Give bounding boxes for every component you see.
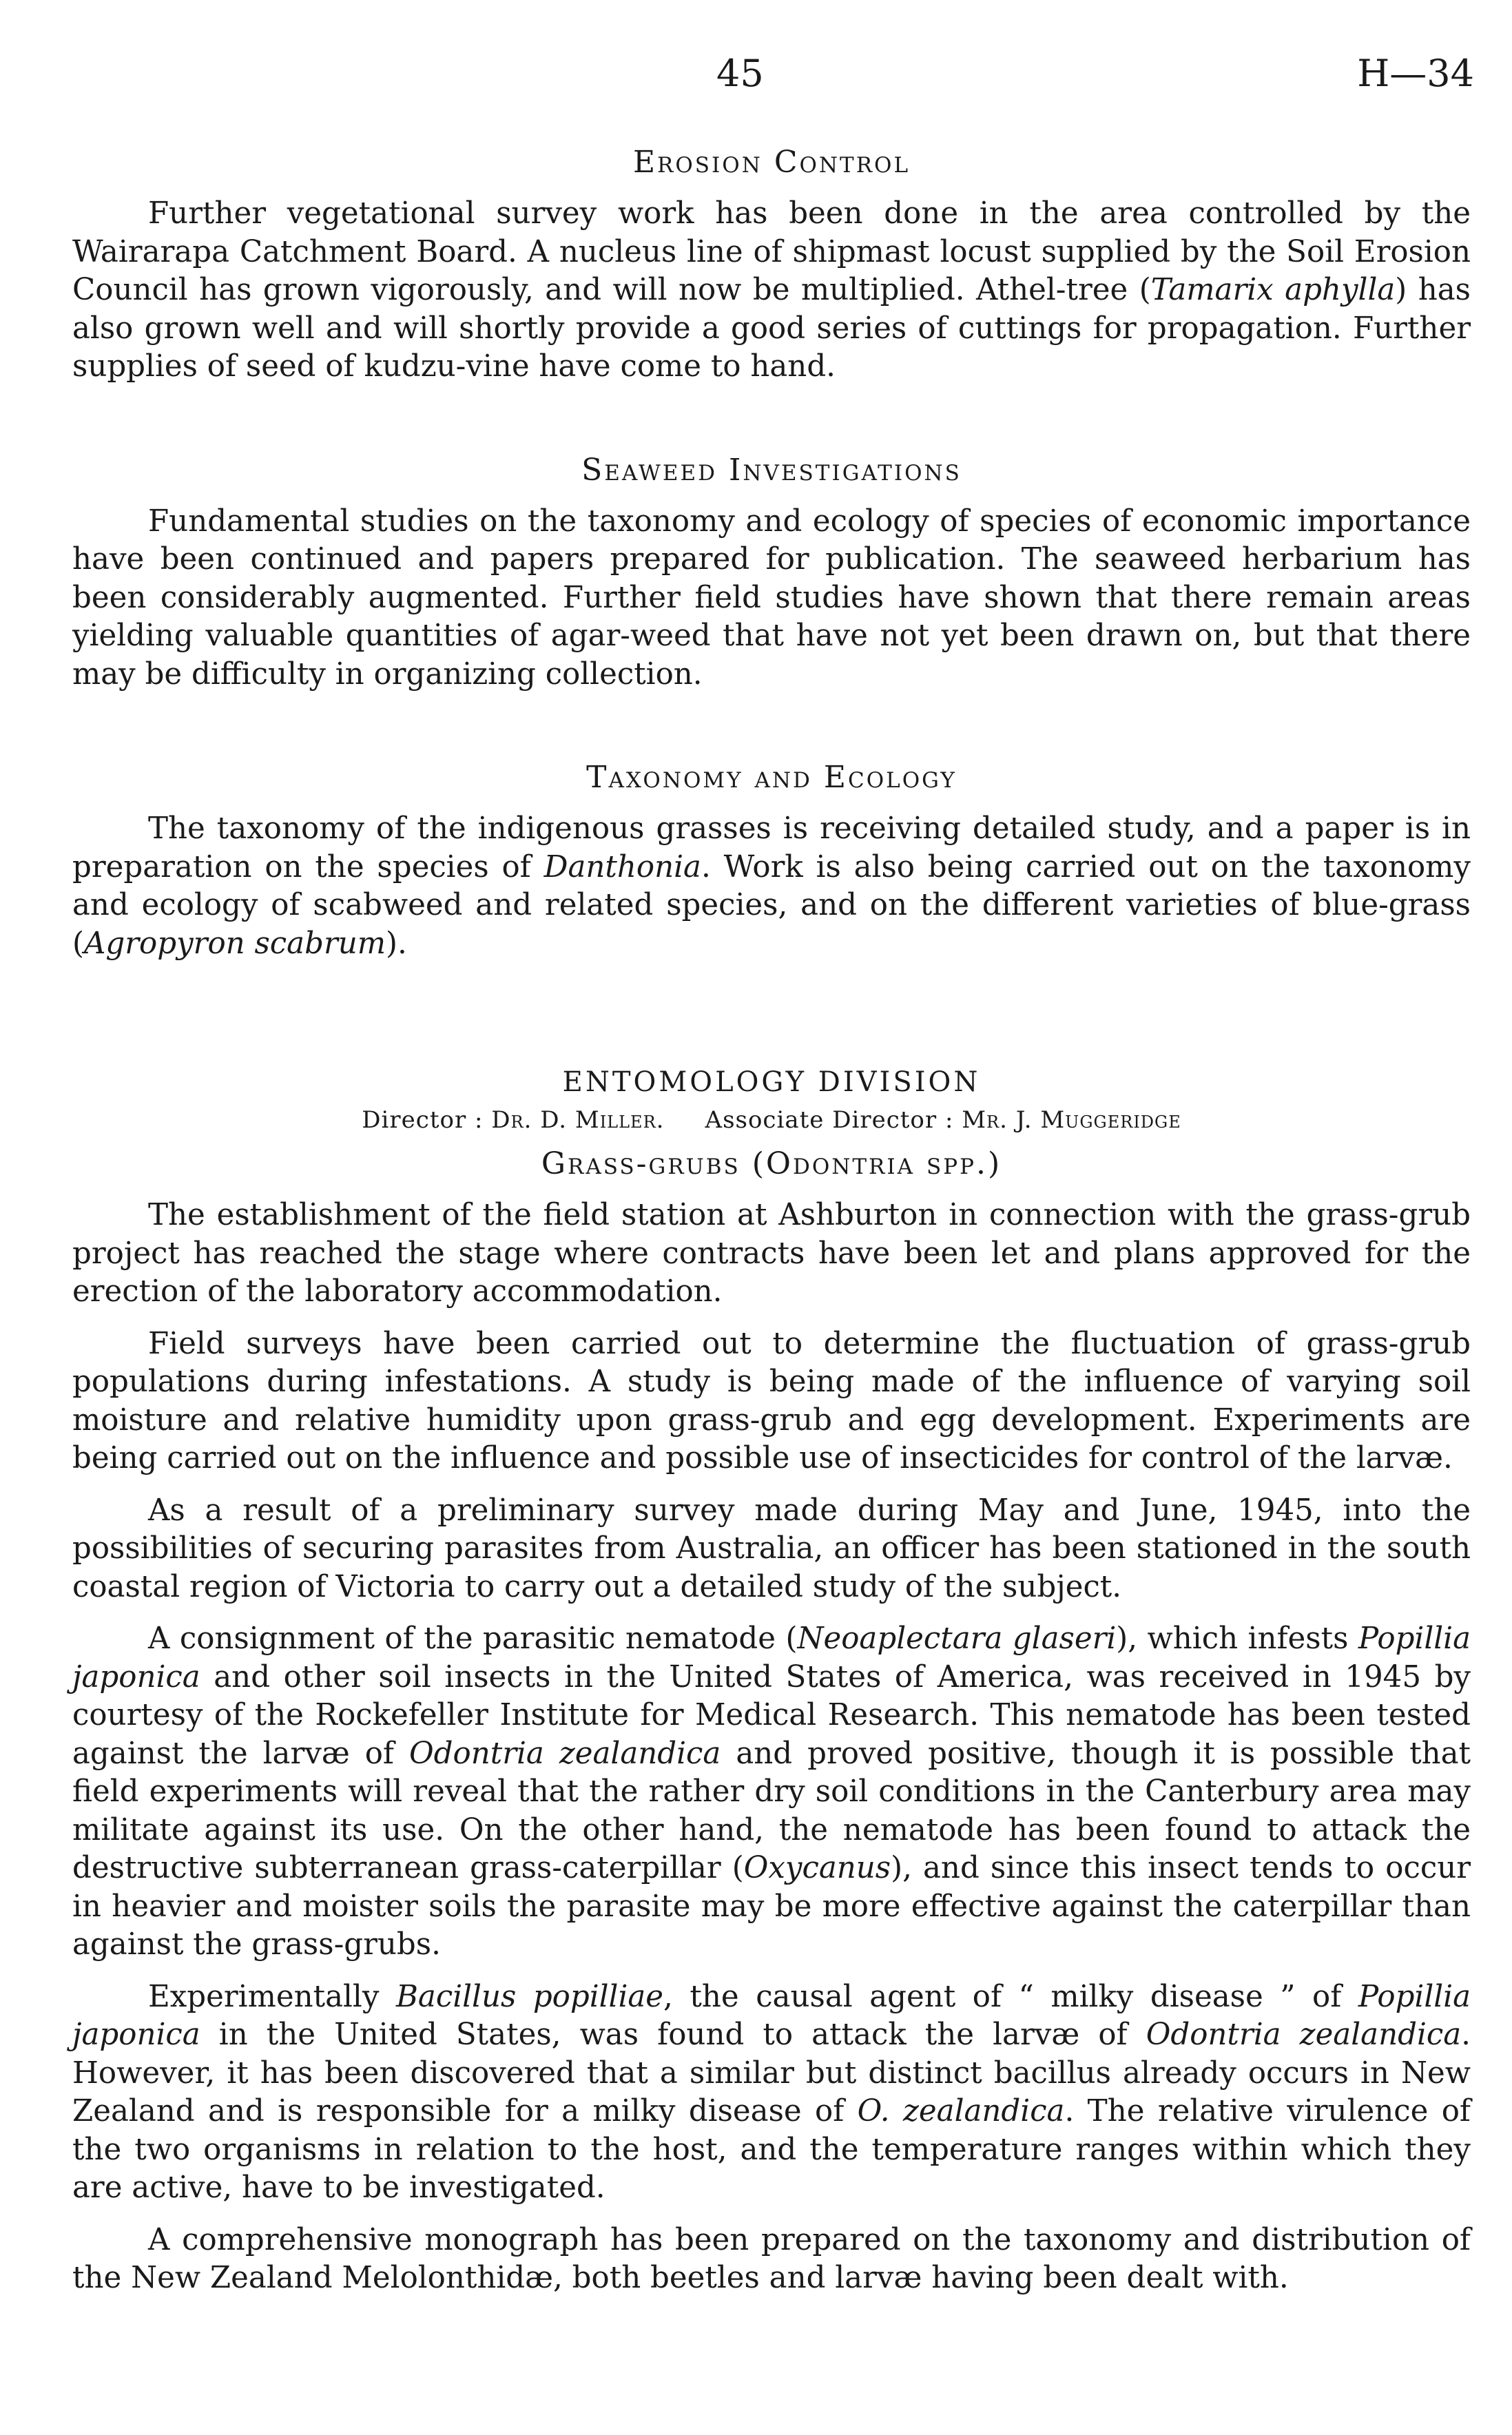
entomology-paragraph-4: A consignment of the parasitic nematode (Neoaplectara glaseri), which infests Popillia japonica and other soil insects in the United States of America, was received in 1945 by courtesy of the Rockefeller Institute for Medical Research. This nematode has been tested against the larvæ of Odontria zealandica and proved positive, though it is possible that field experiments will reveal that the rather dry soil conditions in the Canterbury area may militate against its use. On the other hand, the nematode has been found to attack the destructive subterranean grass-caterpillar (Oxycanus), and since this insect tends to occur in heavier and moister soils the parasite may be more effective against the caterpillar than against the grass-grubs. [72,1621,1471,1962]
entomology-division-heading: ENTOMOLOGY DIVISION [562,1066,981,1098]
entomology-paragraph-5: Experimentally Bacillus popilliae, the causal agent of “ milky disease ” of Popillia japonica in the United States, was found to attack the larvæ of Odontria zealandica. However, it has been discovered that a similar but distinct bacillus already occurs in New Zealand and is responsible for a milky disease of O. zealandica. The relative virulence of the two organisms in relation to the host, and the temperature ranges within which they are active, have to be investigated. [72,1979,1471,2205]
page-number: 45 [716,52,764,95]
page-content [72,145,1471,2298]
seaweed-heading: Seaweed Investigations [581,452,962,488]
entomology-paragraph-3: As a result of a preliminary survey made during May and June, 1945, into the possibilities of securing parasites from Australia, an officer has been stationed in the south coastal region of Victoria to carry out a detailed study of the subject. [72,1493,1471,1604]
erosion-paragraph: Further vegetational survey work has been done in the area controlled by the Wairarapa Catchment Board. A nucleus line of shipmast locust supplied by the Soil Erosion Council has grown vigorously, and will now be multiplied. Athel-tree (Tamarix aphylla) has also grown well and will shortly provide a good series of cuttings for propagation. Further supplies of seed of kudzu-vine have come to hand. [72,196,1471,384]
taxonomy-heading: Taxonomy and Ecology [586,760,957,795]
seaweed-paragraph: Fundamental studies on the taxonomy and ecology of species of economic importance have been continued and papers prepared for publication. The seaweed herbarium has been considerably augmented. Further field studies have shown that there remain areas yielding valuable quantities of agar-weed that have not yet been drawn on, but that there may be difficulty in organizing collection. [72,504,1471,692]
erosion-heading: Erosion Control [632,145,911,180]
director-line: Director : Dr. D. Miller. Associate Director : Mr. J. Muggeridge [362,1106,1181,1134]
grass-grubs-heading: Grass-grubs (Odontria spp.) [541,1146,1002,1181]
entomology-paragraph-6: A comprehensive monograph has been prepared on the taxonomy and distribution of the New Zealand Melolonthidæ, both beetles and larvæ having been dealt with. [72,2222,1471,2295]
document-code: H—34 [1357,52,1474,95]
entomology-paragraph-2: Field surveys have been carried out to determine the fluctuation of grass-grub populations during infestations. A study is being made of the influence of varying soil moisture and relative humidity upon grass-grub and egg development. Experiments are being carried out on the influence and possible use of insecticides for control of the larvæ. [72,1326,1471,1475]
taxonomy-paragraph: The taxonomy of the indigenous grasses is receiving detailed study, and a paper is in preparation on the species of Danthonia. Work is also being carried out on the taxonomy and ecology of scabweed and related species, and on the different varieties of blue-grass (Agropyron scabrum). [72,811,1471,961]
entomology-paragraph-1: The establishment of the field station at Ashburton in connection with the grass-grub project has reached the stage where contracts have been let and plans approved for the erection of the laboratory accommodation. [72,1198,1471,1309]
